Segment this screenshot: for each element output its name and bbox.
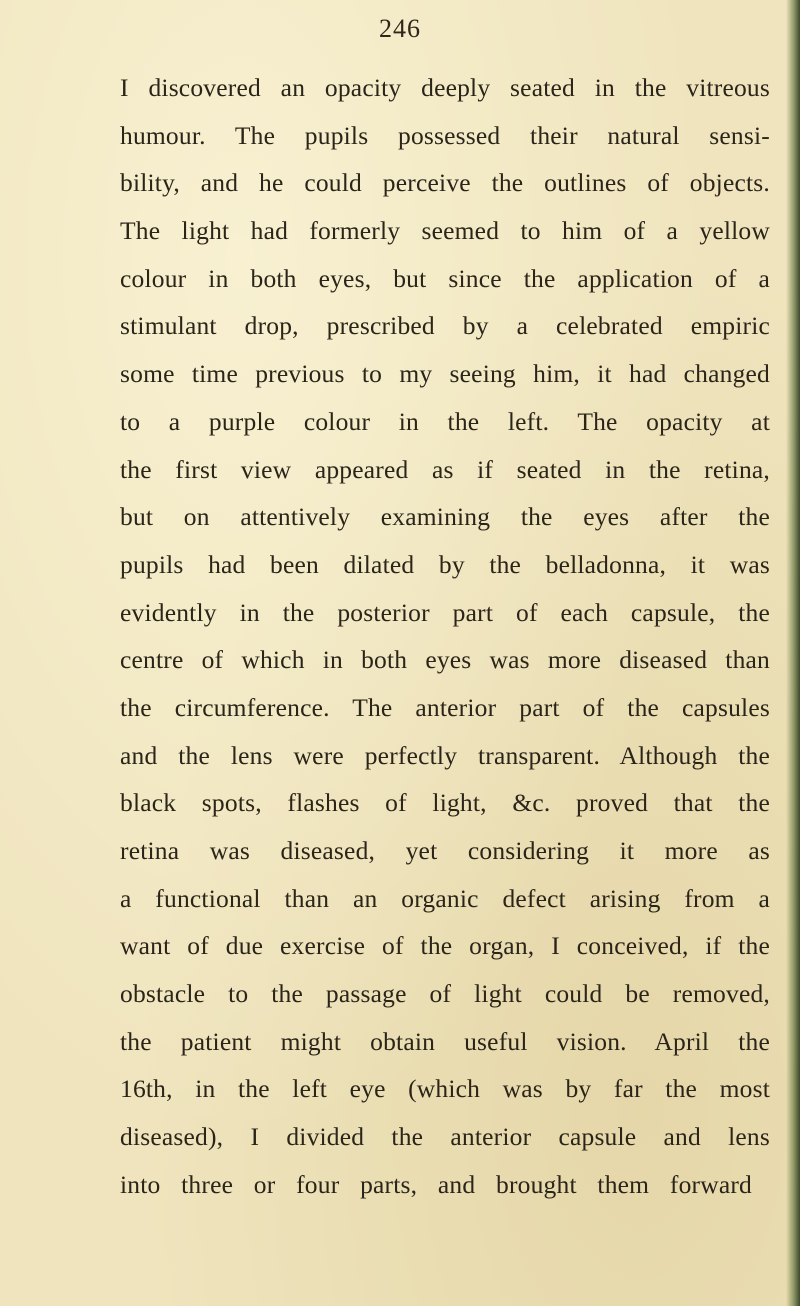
text-line: the circumference. The anterior part of the capsules <box>120 692 770 722</box>
text-line: but on attentively examining the eyes after the <box>120 502 770 532</box>
text-line: stimulant drop, prescribed by a celebrated empiric <box>120 311 770 341</box>
text-line: some time previous to my seeing him, it had changed <box>120 359 770 389</box>
text-line: obstacle to the passage of light could be removed, <box>120 979 770 1009</box>
page-number: 246 <box>379 14 421 43</box>
text-line: black spots, flashes of light, &c. proved that the <box>120 788 770 818</box>
text-line: and the lens were perfectly transparent. Although the <box>120 740 770 770</box>
text-line: pupils had been dilated by the belladonna, it was <box>120 549 770 579</box>
text-line: bility, and he could perceive the outlines of objects. <box>120 168 770 198</box>
text-line: the first view appeared as if seated in the retina, <box>120 454 770 484</box>
text-line: centre of which in both eyes was more diseased than <box>120 645 770 675</box>
text-line: into three or four parts, and brought them forward <box>120 1169 752 1199</box>
text-line: want of due exercise of the organ, I conceived, if the <box>120 931 770 961</box>
text-line: 16th, in the left eye (which was by far the most <box>120 1074 770 1104</box>
text-line: a functional than an organic defect arising from a <box>120 883 770 913</box>
text-line: I discovered an opacity deeply seated in the vitreous <box>120 73 770 102</box>
text-line: to a purple colour in the left. The opacity at <box>120 406 770 436</box>
text-line: diseased), I divided the anterior capsule and lens <box>120 1122 770 1152</box>
page-edge-shadow <box>786 0 800 1306</box>
text-line: humour. The pupils possessed their natural sensi- <box>120 120 770 150</box>
text-line: colour in both eyes, but since the application of a <box>120 263 770 293</box>
text-line: the patient might obtain useful vision. April the <box>120 1026 770 1056</box>
text-line: The light had formerly seemed to him of a yellow <box>120 216 770 246</box>
text-line: retina was diseased, yet considering it more as <box>120 836 770 865</box>
text-line: evidently in the posterior part of each capsule, the <box>120 597 770 627</box>
body-text <box>120 64 770 1209</box>
